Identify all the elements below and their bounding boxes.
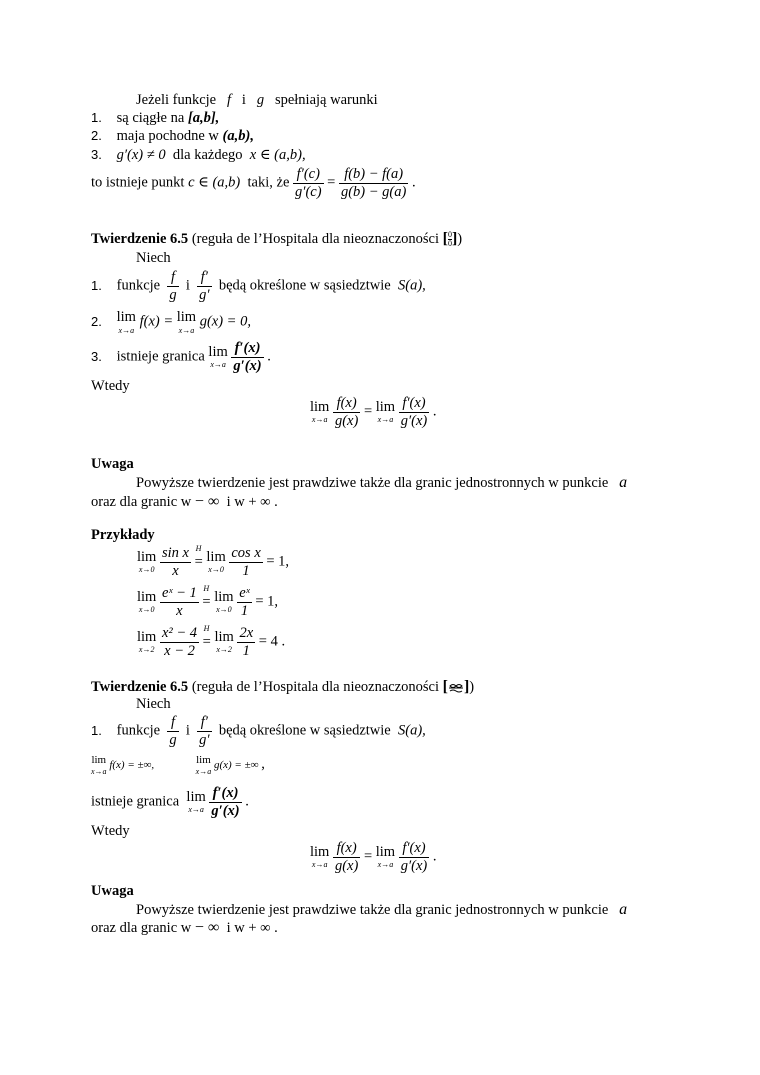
condition-math: x ∈ (a,b), [249, 147, 306, 163]
condition-3 [91, 147, 306, 164]
lim-word: lim [310, 843, 330, 860]
fraction-denominator: g(x) [334, 412, 359, 429]
f-over-g [167, 269, 178, 303]
lim-word: lim [375, 398, 396, 415]
lim-subscript: x→a [195, 767, 212, 776]
limit-operator [376, 845, 395, 870]
derivative-ratio [209, 785, 241, 819]
limit-operator [91, 755, 107, 776]
item-text: funkcje [116, 277, 161, 294]
condition-text: maja pochodne w [116, 128, 219, 144]
condition-number: 3. [91, 147, 102, 162]
lim-word: lim [214, 588, 234, 605]
lim-subscript: x→a [210, 360, 226, 370]
fraction-denominator: g′(x) [400, 412, 428, 429]
granica-text: istnieje granica [91, 793, 180, 810]
h-mark: H [203, 583, 210, 593]
f-symbol: f [227, 92, 232, 108]
lim-subscript: x→a [178, 325, 195, 335]
limit-operator [196, 755, 212, 776]
thm2-item-1 [91, 714, 426, 748]
wtedy-2 [91, 823, 130, 840]
fraction-denominator: g′(x) [400, 857, 428, 874]
condition-math: (a,b), [222, 128, 254, 144]
fraction-denominator: g′ [199, 286, 210, 303]
thm2-result [310, 840, 436, 874]
fraction-numerator: f [170, 714, 175, 730]
and-in-text: i w [226, 920, 245, 936]
period: . [245, 793, 249, 810]
lim-word: lim [186, 788, 206, 805]
example-row-3 [137, 625, 285, 659]
condition-text: są ciągłe na [116, 110, 185, 126]
lim-word: lim [176, 309, 197, 325]
item-text: funkcje [116, 722, 161, 739]
limit-f-infinite: f(x) = ±∞, [109, 759, 155, 772]
fraction-denominator: g [169, 731, 177, 748]
item-number: 3. [91, 348, 102, 364]
limit-operator [137, 630, 156, 655]
example-row-1 [137, 545, 289, 579]
equals-sign: = [327, 174, 336, 191]
condition-number: 2. [91, 128, 102, 143]
limit-operator [206, 550, 225, 575]
derivative-ratio [399, 395, 430, 429]
theorem-subtitle: (reguła de l’Hospitala dla nieoznaczoności [191, 231, 440, 247]
item-number: 1. [91, 722, 102, 738]
niech-text: Niech [136, 696, 171, 712]
fraction-numerator: cos x [231, 545, 261, 561]
condition-math: [a,b], [187, 110, 220, 126]
lim-word: lim [91, 754, 107, 766]
lim-subscript: x→a [311, 860, 328, 870]
intro-text: Jeżeli funkcje [136, 92, 217, 108]
period: . [432, 403, 437, 420]
example-fraction [160, 625, 199, 659]
fraction-denominator: g(x) [334, 857, 359, 874]
fraction-numerator: f′(x) [399, 395, 430, 413]
fraction-denominator: g(b) − g(a) [340, 183, 407, 200]
lim-subscript: x→2 [138, 645, 155, 655]
infinity-over-infinity-icon [448, 683, 464, 693]
wtedy-text: Wtedy [91, 823, 130, 839]
fraction-numerator: eˣ [239, 585, 250, 601]
and-text: i [185, 722, 190, 739]
uwaga-2-line-2 [91, 919, 278, 937]
lim-subscript: x→0 [138, 565, 155, 575]
hospital-equals: H = [202, 583, 211, 610]
period: . [267, 348, 271, 365]
fraction-numerator: eˣ − 1 [161, 585, 197, 601]
point-a: a [619, 901, 628, 918]
example-result: = 4 . [258, 633, 286, 650]
and-in-text: i w [226, 494, 245, 510]
conclusion-text: to istnieje punkt [91, 174, 185, 191]
uwaga-title: Uwaga [91, 883, 134, 899]
uwaga-1-line-1 [136, 474, 627, 492]
thm2-granica-line [91, 785, 249, 819]
lim-subscript: x→a [91, 767, 107, 776]
lim-word: lim [137, 548, 157, 565]
minus-infinity: − ∞ [194, 919, 220, 936]
fraction-denominator: x − 2 [164, 642, 195, 659]
condition-pre: g′(x) ≠ 0 [116, 147, 166, 163]
lim-word: lim [206, 548, 226, 565]
uwaga-text: Powyższe twierdzenie jest prawdziwe także dla granic jednostronnych w punkcie [136, 902, 609, 918]
limit-operator [137, 550, 156, 575]
and-text: i [185, 277, 190, 294]
fraction-numerator: f(b) − f(a) [339, 166, 408, 184]
lim-word: lim [196, 754, 211, 766]
lim-word: lim [208, 343, 228, 360]
derivative-ratio [399, 840, 430, 874]
theorem-title: Twierdzenie 6.5 [91, 679, 189, 695]
thm1-item-1 [91, 269, 426, 303]
fraction-differences [339, 166, 408, 200]
neighborhood: S(a), [398, 277, 426, 294]
period: . [274, 920, 278, 936]
fraction-numerator: f′ [200, 269, 208, 285]
limit-operator [208, 345, 227, 370]
niech-2 [136, 696, 171, 713]
period: . [411, 174, 416, 191]
hospital-equals: H = [194, 543, 203, 570]
fprime-over-gprime [197, 714, 211, 748]
equals-sign: = [363, 403, 373, 420]
fraction-derivatives [293, 166, 324, 200]
theorem-subtitle: (reguła de l’Hospitala dla nieoznaczoności [191, 679, 440, 695]
example-fraction [237, 625, 255, 659]
hospital-equals: H = [202, 623, 211, 650]
uwaga-1-line-2 [91, 493, 278, 511]
fraction-numerator: f′(x) [399, 840, 430, 858]
uwaga-2-title [91, 883, 134, 900]
thm1-item-2 [91, 310, 251, 335]
minus-infinity: − ∞ [194, 493, 220, 510]
fraction-numerator: f(x) [333, 395, 360, 413]
uwaga-text-2: oraz dla granic w [91, 494, 192, 510]
lim-word: lim [137, 588, 157, 605]
uwaga-title: Uwaga [91, 456, 134, 472]
function-ratio [333, 395, 360, 429]
thm2-limits-line [91, 755, 265, 776]
function-ratio [333, 840, 360, 874]
fraction-denominator: g′(c) [295, 183, 322, 200]
fraction-numerator: x² − 4 [161, 625, 198, 641]
examples-heading: Przykłady [91, 527, 155, 543]
limit-operator [177, 310, 196, 335]
fraction-denominator: 1 [240, 602, 249, 619]
example-result: = 1, [255, 593, 279, 610]
equals-sign: = [363, 848, 373, 865]
limit-operator [214, 590, 233, 615]
examples-title [91, 527, 155, 544]
lim-subscript: x→0 [208, 565, 224, 575]
fraction-numerator: f′(x) [231, 340, 263, 358]
lim-subscript: x→a [377, 860, 394, 870]
fraction-denominator: g′ [199, 731, 210, 748]
conclusion-line [91, 166, 416, 200]
item-number: 1. [91, 277, 102, 293]
limit-operator [310, 845, 329, 870]
g-symbol: g [256, 92, 265, 108]
niech-text: Niech [136, 250, 171, 266]
fraction-denominator: g [169, 286, 177, 303]
fraction-numerator: f′(c) [293, 166, 324, 184]
limit-operator [186, 790, 205, 815]
uwaga-text: Powyższe twierdzenie jest prawdziwe także dla granic jednostronnych w punkcie [136, 475, 609, 491]
fraction-denominator: x [172, 562, 179, 579]
lim-subscript: x→0 [216, 605, 232, 615]
fraction-numerator: f′ [200, 714, 208, 730]
indeterminate-numerator: 0 [447, 230, 452, 240]
wtedy-1 [91, 378, 130, 395]
lim-subscript: x→a [377, 415, 394, 425]
close-paren: ) [457, 231, 463, 247]
h-mark: H [195, 543, 202, 553]
theorem-1-heading: Twierdzenie 6.5 (reguła de l’Hospitala dla nieoznaczoności [ $\frac{0}{0}$]) [91, 230, 463, 249]
niech-1 [136, 250, 171, 267]
example-fraction [160, 585, 199, 619]
f-over-g [167, 714, 178, 748]
lim-word: lim [214, 628, 234, 645]
comma: , [261, 756, 265, 773]
point-a: a [619, 474, 628, 491]
lim-subscript: x→a [118, 325, 135, 335]
fraction-numerator: f [170, 269, 175, 285]
lim-word: lim [137, 628, 157, 645]
close-paren: ) [469, 679, 475, 695]
fprime-over-gprime [197, 269, 211, 303]
fraction-numerator: f′(x) [209, 785, 241, 803]
fraction-denominator: g′(x) [233, 357, 262, 374]
thm1-item-3 [91, 340, 271, 374]
example-row-2 [137, 585, 278, 619]
lim-word: lim [375, 843, 396, 860]
example-fraction [237, 585, 252, 619]
uwaga-text-2: oraz dla granic w [91, 920, 192, 936]
condition-number: 1. [91, 110, 102, 125]
lim-subscript: x→0 [138, 605, 155, 615]
limit-operator [310, 400, 329, 425]
uwaga-1-title [91, 456, 134, 473]
lim-word: lim [116, 309, 136, 325]
limit-f: f(x) = [139, 313, 174, 330]
c-in-interval: c ∈ (a,b) [188, 174, 241, 191]
condition-text: dla każdego [172, 147, 243, 163]
wtedy-text: Wtedy [91, 378, 130, 394]
taki-text: taki, że [247, 174, 290, 191]
limit-operator [376, 400, 395, 425]
example-result: = 1, [266, 553, 290, 570]
item-text: istnieje granica [116, 348, 205, 365]
example-fraction [229, 545, 262, 579]
fraction-numerator: 2x [239, 625, 254, 641]
intro-line [136, 92, 378, 109]
period: . [432, 848, 437, 865]
lim-word: lim [310, 398, 330, 415]
limit-g-infinite: g(x) = ±∞ [213, 759, 259, 772]
indeterminate-denominator: 0 [447, 239, 452, 249]
item-text-2: będą określone w sąsiedztwie [218, 277, 391, 294]
fraction-numerator: f(x) [333, 840, 360, 858]
limit-operator [214, 630, 233, 655]
h-mark: H [203, 623, 210, 633]
plus-infinity: + ∞ [248, 920, 271, 936]
theorem-title: Twierdzenie 6.5 [91, 231, 189, 247]
limit-g: g(x) = 0, [199, 313, 251, 330]
thm1-result [310, 395, 436, 429]
uwaga-2-line-1 [136, 901, 627, 919]
limit-operator [117, 310, 136, 335]
lim-subscript: x→2 [216, 645, 232, 655]
item-number: 2. [91, 313, 102, 329]
period: . [274, 494, 278, 510]
neighborhood: S(a), [398, 722, 426, 739]
limit-operator [137, 590, 156, 615]
lim-subscript: x→a [188, 805, 204, 815]
plus-infinity: + ∞ [248, 494, 271, 510]
example-fraction [160, 545, 191, 579]
fraction-denominator: 1 [242, 562, 250, 579]
fraction-numerator: sin x [161, 545, 189, 561]
derivative-ratio [231, 340, 263, 374]
fraction-denominator: g′(x) [211, 802, 240, 819]
lim-subscript: x→a [311, 415, 328, 425]
condition-2 [91, 128, 254, 145]
fraction-denominator: 1 [242, 642, 250, 659]
fraction-denominator: x [176, 602, 183, 619]
and-text: i [241, 92, 246, 108]
condition-1 [91, 110, 219, 127]
theorem-2-heading: Twierdzenie 6.5 (reguła de l’Hospitala dla nieoznaczoności [ ]) [91, 678, 475, 695]
conditions-text: spełniają warunki [274, 92, 378, 108]
item-text-2: będą określone w sąsiedztwie [218, 722, 391, 739]
